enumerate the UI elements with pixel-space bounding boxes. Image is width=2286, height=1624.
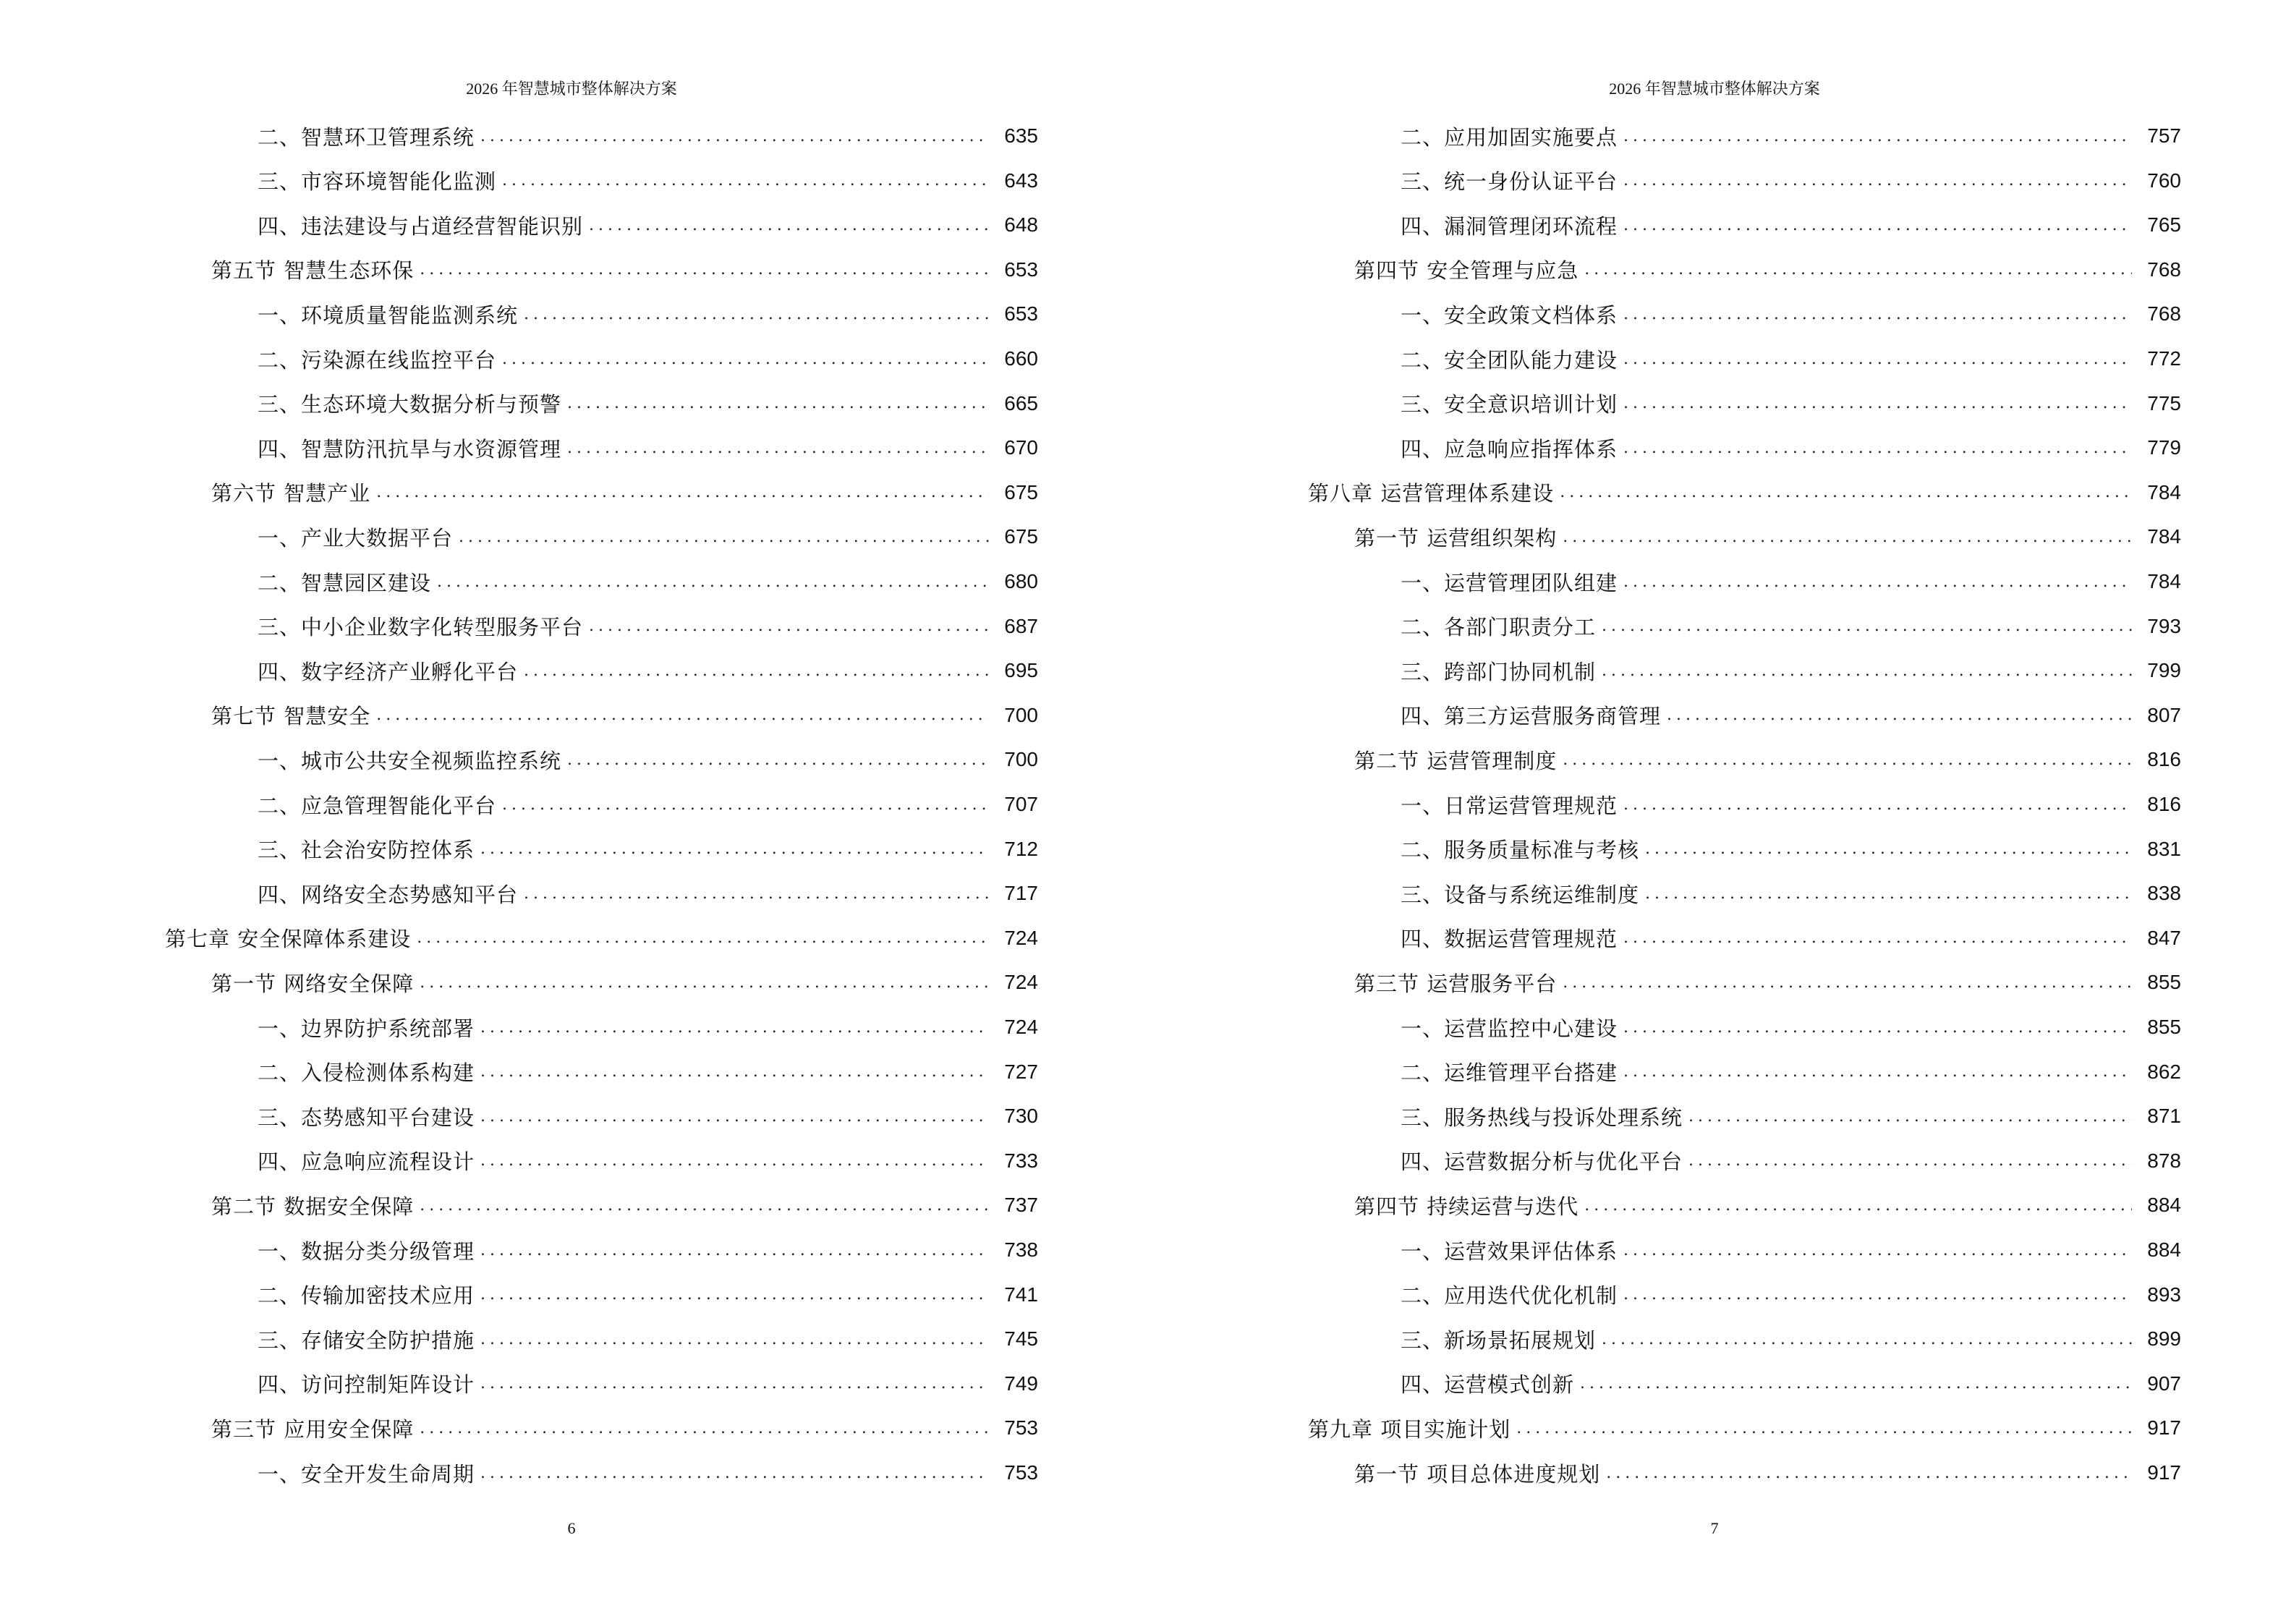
toc-leader-dots bbox=[1602, 617, 2132, 635]
toc-entry bbox=[1308, 470, 2181, 515]
toc-entry-title: 四、数字经济产业孵化平台 bbox=[258, 659, 519, 684]
toc-entry-title: 三、跨部门协同机制 bbox=[1401, 659, 1597, 684]
toc-entry-page: 653 bbox=[1004, 302, 1038, 326]
toc-entry bbox=[258, 827, 1038, 872]
toc-entry bbox=[258, 737, 1038, 782]
toc-entry-page: 753 bbox=[1004, 1461, 1038, 1484]
toc-entry-title: 二、智慧园区建设 bbox=[258, 570, 432, 595]
toc-entry-page: 648 bbox=[1004, 213, 1038, 237]
toc-entry-title: 四、运营数据分析与优化平台 bbox=[1401, 1149, 1683, 1175]
toc-entry bbox=[1401, 1228, 2181, 1272]
toc-leader-dots bbox=[480, 1019, 989, 1037]
toc-entry bbox=[258, 648, 1038, 693]
toc-entry-page: 724 bbox=[1004, 971, 1038, 994]
toc-leader-dots bbox=[567, 394, 989, 412]
toc-leader-dots bbox=[376, 483, 989, 501]
page-header: 2026 年智慧城市整体解决方案 bbox=[1609, 80, 1820, 98]
toc-leader-dots bbox=[1623, 1285, 2132, 1304]
toc-leader-dots bbox=[1623, 796, 2132, 814]
toc-leader-dots bbox=[1623, 305, 2132, 323]
toc-entry-title: 第一节 项目总体进度规划 bbox=[1354, 1461, 1601, 1487]
toc-entry-page: 749 bbox=[1004, 1372, 1038, 1395]
toc-entry-page: 670 bbox=[1004, 436, 1038, 459]
toc-entry-page: 695 bbox=[1004, 659, 1038, 682]
toc-entry bbox=[1401, 203, 2181, 247]
toc-entry bbox=[211, 960, 1038, 1005]
toc-entry bbox=[1401, 827, 2181, 872]
toc-entry-title: 一、产业大数据平台 bbox=[258, 525, 454, 550]
toc-leader-dots bbox=[1688, 1108, 2132, 1126]
toc-leader-dots bbox=[1623, 929, 2132, 947]
toc-entry bbox=[1308, 1406, 2181, 1450]
toc-entry-page: 724 bbox=[1004, 926, 1038, 949]
toc-entry bbox=[211, 470, 1038, 515]
toc-entry-title: 三、新场景拓展规划 bbox=[1401, 1327, 1597, 1353]
toc-entry-title: 第二节 运营管理制度 bbox=[1354, 748, 1558, 773]
toc-entry-page: 717 bbox=[1004, 882, 1038, 905]
toc-list bbox=[1143, 114, 2286, 1488]
toc-entry-page: 899 bbox=[2147, 1327, 2181, 1351]
toc-entry-title: 一、安全政策文档体系 bbox=[1401, 302, 1618, 328]
page-number: 6 bbox=[567, 1519, 576, 1537]
toc-leader-dots bbox=[1623, 127, 2132, 145]
toc-entry-page: 675 bbox=[1004, 525, 1038, 548]
toc-entry bbox=[258, 114, 1038, 158]
toc-entry bbox=[1401, 648, 2181, 693]
toc-entry bbox=[258, 604, 1038, 649]
toc-entry-page: 700 bbox=[1004, 703, 1038, 726]
toc-entry-title: 一、运营监控中心建设 bbox=[1401, 1016, 1618, 1041]
toc-leader-dots bbox=[1584, 260, 2132, 279]
toc-leader-dots bbox=[480, 1374, 989, 1393]
toc-entry bbox=[258, 425, 1038, 470]
toc-entry-title: 一、日常运营管理规范 bbox=[1401, 793, 1618, 818]
toc-entry-title: 四、漏洞管理闭环流程 bbox=[1401, 213, 1618, 239]
toc-leader-dots bbox=[1623, 394, 2132, 412]
toc-entry-title: 三、社会治安防控体系 bbox=[258, 838, 475, 863]
toc-entry bbox=[1354, 960, 2181, 1005]
toc-entry-title: 三、态势感知平台建设 bbox=[258, 1105, 475, 1130]
toc-entry bbox=[211, 1406, 1038, 1450]
toc-entry bbox=[1354, 247, 2181, 292]
toc-entry-title: 二、应用加固实施要点 bbox=[1401, 124, 1618, 150]
toc-entry bbox=[1354, 514, 2181, 559]
toc-entry bbox=[258, 1228, 1038, 1272]
toc-entry-page: 855 bbox=[2147, 971, 2181, 994]
toc-entry-title: 一、边界防护系统部署 bbox=[258, 1016, 475, 1041]
toc-entry-page: 878 bbox=[2147, 1149, 2181, 1172]
toc-leader-dots bbox=[589, 216, 989, 234]
toc-leader-dots bbox=[1584, 1196, 2132, 1215]
toc-entry bbox=[1401, 336, 2181, 381]
toc-entry-page: 765 bbox=[2147, 213, 2181, 237]
toc-leader-dots bbox=[1623, 216, 2132, 234]
toc-leader-dots bbox=[480, 1464, 989, 1482]
toc-entry bbox=[1401, 693, 2181, 738]
toc-entry bbox=[1401, 871, 2181, 916]
toc-entry-title: 第六节 智慧产业 bbox=[211, 481, 371, 506]
toc-entry bbox=[1401, 114, 2181, 158]
toc-entry-title: 第七章 安全保障体系建设 bbox=[165, 927, 412, 952]
toc-entry-title: 第二节 数据安全保障 bbox=[211, 1194, 415, 1219]
toc-list bbox=[0, 114, 1143, 1488]
toc-leader-dots bbox=[459, 528, 989, 546]
toc-leader-dots bbox=[1623, 1019, 2132, 1037]
toc-entry bbox=[258, 782, 1038, 827]
toc-entry bbox=[1401, 381, 2181, 426]
toc-entry-title: 第四节 持续运营与迭代 bbox=[1354, 1194, 1579, 1219]
toc-leader-dots bbox=[1667, 706, 2132, 724]
toc-leader-dots bbox=[480, 1108, 989, 1126]
toc-leader-dots bbox=[1645, 885, 2132, 903]
toc-entry-title: 四、应急响应指挥体系 bbox=[1401, 436, 1618, 462]
toc-entry-page: 760 bbox=[2147, 169, 2181, 192]
toc-entry bbox=[258, 1139, 1038, 1183]
toc-entry-title: 四、数据运营管理规范 bbox=[1401, 927, 1618, 952]
toc-entry-page: 917 bbox=[2147, 1416, 2181, 1440]
toc-entry-title: 二、各部门职责分工 bbox=[1401, 615, 1597, 640]
toc-leader-dots bbox=[420, 1419, 989, 1437]
toc-entry-page: 707 bbox=[1004, 793, 1038, 815]
toc-entry-page: 884 bbox=[2147, 1238, 2181, 1261]
toc-entry-title: 一、数据分类分级管理 bbox=[258, 1238, 475, 1264]
toc-entry bbox=[1401, 782, 2181, 827]
toc-entry-title: 二、智慧环卫管理系统 bbox=[258, 124, 475, 150]
toc-entry-page: 665 bbox=[1004, 391, 1038, 414]
toc-leader-dots bbox=[420, 260, 989, 279]
toc-entry-title: 二、服务质量标准与考核 bbox=[1401, 838, 1640, 863]
toc-entry bbox=[258, 292, 1038, 336]
toc-leader-dots bbox=[480, 127, 989, 145]
toc-entry-page: 784 bbox=[2147, 570, 2181, 592]
toc-entry-title: 第九章 项目实施计划 bbox=[1308, 1416, 1511, 1442]
toc-entry-page: 884 bbox=[2147, 1194, 2181, 1217]
toc-entry-title: 三、存储安全防护措施 bbox=[258, 1327, 475, 1353]
toc-entry-title: 第八章 运营管理体系建设 bbox=[1308, 481, 1555, 506]
toc-entry-title: 四、运营模式创新 bbox=[1401, 1372, 1575, 1398]
toc-entry-title: 三、统一身份认证平台 bbox=[1401, 169, 1618, 195]
toc-entry-page: 712 bbox=[1004, 837, 1038, 860]
toc-entry-title: 三、生态环境大数据分析与预警 bbox=[258, 392, 562, 417]
toc-entry bbox=[258, 381, 1038, 426]
toc-entry-page: 893 bbox=[2147, 1283, 2181, 1306]
toc-leader-dots bbox=[589, 617, 989, 635]
toc-entry bbox=[258, 158, 1038, 203]
toc-leader-dots bbox=[480, 1285, 989, 1304]
toc-entry-page: 816 bbox=[2147, 793, 2181, 815]
toc-entry-title: 二、应急管理智能化平台 bbox=[258, 793, 497, 818]
toc-entry-page: 687 bbox=[1004, 614, 1038, 637]
toc-entry bbox=[1354, 1183, 2181, 1228]
toc-entry bbox=[258, 1050, 1038, 1094]
toc-entry bbox=[1401, 425, 2181, 470]
toc-entry-title: 三、设备与系统运维制度 bbox=[1401, 882, 1640, 907]
toc-entry-page: 745 bbox=[1004, 1327, 1038, 1351]
toc-entry bbox=[1401, 604, 2181, 649]
toc-entry bbox=[258, 1317, 1038, 1361]
toc-entry-page: 807 bbox=[2147, 703, 2181, 726]
toc-entry-page: 784 bbox=[2147, 525, 2181, 548]
toc-entry-title: 三、安全意识培训计划 bbox=[1401, 392, 1618, 417]
toc-leader-dots bbox=[480, 1330, 989, 1348]
toc-entry bbox=[1354, 737, 2181, 782]
toc-entry bbox=[258, 1272, 1038, 1317]
toc-entry bbox=[258, 559, 1038, 604]
toc-entry bbox=[1401, 158, 2181, 203]
toc-entry-page: 793 bbox=[2147, 614, 2181, 637]
toc-entry-page: 737 bbox=[1004, 1194, 1038, 1217]
toc-leader-dots bbox=[567, 439, 989, 457]
toc-entry bbox=[258, 871, 1038, 916]
toc-entry-title: 第三节 应用安全保障 bbox=[211, 1416, 415, 1442]
toc-entry bbox=[1401, 1272, 2181, 1317]
toc-entry-title: 第七节 智慧安全 bbox=[211, 704, 371, 729]
toc-entry-title: 二、传输加密技术应用 bbox=[258, 1283, 475, 1309]
toc-leader-dots bbox=[1623, 1063, 2132, 1081]
toc-entry-page: 871 bbox=[2147, 1105, 2181, 1128]
toc-entry bbox=[258, 514, 1038, 559]
toc-leader-dots bbox=[1623, 171, 2132, 190]
toc-entry-title: 第一节 运营组织架构 bbox=[1354, 525, 1558, 550]
toc-entry-page: 816 bbox=[2147, 748, 2181, 771]
toc-entry-title: 三、中小企业数字化转型服务平台 bbox=[258, 615, 584, 640]
toc-entry-page: 680 bbox=[1004, 570, 1038, 592]
toc-entry bbox=[258, 1094, 1038, 1139]
toc-entry-page: 768 bbox=[2147, 302, 2181, 326]
toc-entry bbox=[258, 1361, 1038, 1406]
toc-entry bbox=[1401, 1139, 2181, 1183]
toc-leader-dots bbox=[502, 350, 989, 368]
toc-leader-dots bbox=[1516, 1419, 2132, 1437]
toc-leader-dots bbox=[1563, 974, 2132, 992]
toc-entry-page: 730 bbox=[1004, 1105, 1038, 1128]
toc-entry-page: 838 bbox=[2147, 882, 2181, 905]
toc-leader-dots bbox=[420, 1196, 989, 1215]
toc-leader-dots bbox=[1580, 1374, 2132, 1393]
toc-leader-dots bbox=[480, 1241, 989, 1259]
toc-leader-dots bbox=[376, 706, 989, 724]
toc-entry-title: 二、运维管理平台搭建 bbox=[1401, 1060, 1618, 1086]
toc-leader-dots bbox=[1602, 662, 2132, 680]
toc-leader-dots bbox=[502, 796, 989, 814]
toc-entry bbox=[1401, 292, 2181, 336]
toc-leader-dots bbox=[1560, 483, 2132, 501]
toc-leader-dots bbox=[502, 171, 989, 190]
toc-entry bbox=[1401, 916, 2181, 961]
toc-entry bbox=[1401, 1050, 2181, 1094]
toc-leader-dots bbox=[567, 751, 989, 769]
toc-entry bbox=[258, 1005, 1038, 1050]
toc-entry bbox=[258, 1450, 1038, 1495]
page-number: 7 bbox=[1710, 1519, 1719, 1537]
toc-entry-page: 775 bbox=[2147, 391, 2181, 414]
toc-leader-dots bbox=[1563, 528, 2132, 546]
toc-leader-dots bbox=[480, 1063, 989, 1081]
toc-entry-page: 724 bbox=[1004, 1016, 1038, 1038]
toc-entry-title: 第四节 安全管理与应急 bbox=[1354, 258, 1579, 284]
toc-entry-page: 831 bbox=[2147, 837, 2181, 860]
toc-leader-dots bbox=[480, 1152, 989, 1170]
toc-entry-page: 799 bbox=[2147, 659, 2181, 682]
toc-entry-page: 862 bbox=[2147, 1060, 2181, 1083]
toc-entry-title: 四、应急响应流程设计 bbox=[258, 1149, 475, 1175]
toc-leader-dots bbox=[437, 573, 989, 591]
toc-entry-title: 一、环境质量智能监测系统 bbox=[258, 302, 519, 328]
toc-entry-title: 一、城市公共安全视频监控系统 bbox=[258, 748, 562, 773]
toc-entry-title: 第一节 网络安全保障 bbox=[211, 971, 415, 996]
toc-entry-page: 660 bbox=[1004, 347, 1038, 370]
toc-entry bbox=[211, 247, 1038, 292]
toc-leader-dots bbox=[1623, 1241, 2132, 1259]
toc-entry-page: 907 bbox=[2147, 1372, 2181, 1395]
toc-entry-title: 第三节 运营服务平台 bbox=[1354, 971, 1558, 996]
toc-leader-dots bbox=[1645, 840, 2132, 858]
toc-leader-dots bbox=[524, 662, 989, 680]
toc-entry bbox=[1401, 1094, 2181, 1139]
toc-entry-page: 757 bbox=[2147, 124, 2181, 147]
toc-leader-dots bbox=[1606, 1464, 2132, 1482]
toc-entry-title: 三、市容环境智能化监测 bbox=[258, 169, 497, 195]
toc-leader-dots bbox=[1623, 573, 2132, 591]
toc-entry bbox=[165, 916, 1038, 961]
toc-leader-dots bbox=[1623, 350, 2132, 368]
toc-leader-dots bbox=[1688, 1152, 2132, 1170]
toc-entry-title: 一、安全开发生命周期 bbox=[258, 1461, 475, 1487]
toc-entry bbox=[258, 336, 1038, 381]
toc-entry bbox=[258, 203, 1038, 247]
toc-entry-title: 四、第三方运营服务商管理 bbox=[1401, 704, 1662, 729]
toc-entry-title: 第五节 智慧生态环保 bbox=[211, 258, 415, 284]
toc-entry-page: 675 bbox=[1004, 480, 1038, 503]
toc-entry-page: 779 bbox=[2147, 436, 2181, 459]
toc-entry-title: 二、入侵检测体系构建 bbox=[258, 1060, 475, 1086]
toc-leader-dots bbox=[480, 840, 989, 858]
page-header: 2026 年智慧城市整体解决方案 bbox=[466, 80, 677, 98]
toc-leader-dots bbox=[1602, 1330, 2132, 1348]
toc-leader-dots bbox=[1563, 751, 2132, 769]
toc-entry-page: 772 bbox=[2147, 347, 2181, 370]
toc-entry-title: 四、违法建设与占道经营智能识别 bbox=[258, 213, 584, 239]
toc-entry-page: 643 bbox=[1004, 169, 1038, 192]
toc-entry-title: 一、运营效果评估体系 bbox=[1401, 1238, 1618, 1264]
toc-entry bbox=[211, 693, 1038, 738]
toc-page-right bbox=[1143, 0, 2286, 1624]
toc-entry-page: 768 bbox=[2147, 258, 2181, 281]
toc-leader-dots bbox=[1623, 439, 2132, 457]
toc-entry-title: 四、智慧防汛抗旱与水资源管理 bbox=[258, 436, 562, 462]
toc-leader-dots bbox=[524, 885, 989, 903]
toc-entry-page: 753 bbox=[1004, 1416, 1038, 1440]
toc-entry-title: 二、污染源在线监控平台 bbox=[258, 347, 497, 373]
toc-entry-page: 784 bbox=[2147, 480, 2181, 503]
toc-entry bbox=[1401, 1005, 2181, 1050]
toc-entry-page: 847 bbox=[2147, 926, 2181, 949]
toc-entry bbox=[1354, 1450, 2181, 1495]
toc-leader-dots bbox=[420, 974, 989, 992]
toc-entry-page: 700 bbox=[1004, 748, 1038, 771]
toc-leader-dots bbox=[417, 929, 989, 947]
toc-leader-dots bbox=[524, 305, 989, 323]
toc-entry-page: 855 bbox=[2147, 1016, 2181, 1038]
toc-entry bbox=[211, 1183, 1038, 1228]
toc-entry-page: 917 bbox=[2147, 1461, 2181, 1484]
toc-entry bbox=[1401, 1317, 2181, 1361]
toc-entry-page: 741 bbox=[1004, 1283, 1038, 1306]
toc-entry-page: 727 bbox=[1004, 1060, 1038, 1083]
toc-entry-title: 二、安全团队能力建设 bbox=[1401, 347, 1618, 373]
toc-entry-page: 653 bbox=[1004, 258, 1038, 281]
toc-entry bbox=[1401, 1361, 2181, 1406]
toc-entry-page: 635 bbox=[1004, 124, 1038, 147]
toc-entry-title: 二、应用迭代优化机制 bbox=[1401, 1283, 1618, 1309]
toc-entry-title: 四、访问控制矩阵设计 bbox=[258, 1372, 475, 1398]
toc-entry bbox=[1401, 559, 2181, 604]
toc-entry-title: 一、运营管理团队组建 bbox=[1401, 570, 1618, 595]
toc-entry-title: 三、服务热线与投诉处理系统 bbox=[1401, 1105, 1683, 1130]
toc-entry-page: 733 bbox=[1004, 1149, 1038, 1172]
toc-entry-page: 738 bbox=[1004, 1238, 1038, 1261]
toc-entry-title: 四、网络安全态势感知平台 bbox=[258, 882, 519, 907]
